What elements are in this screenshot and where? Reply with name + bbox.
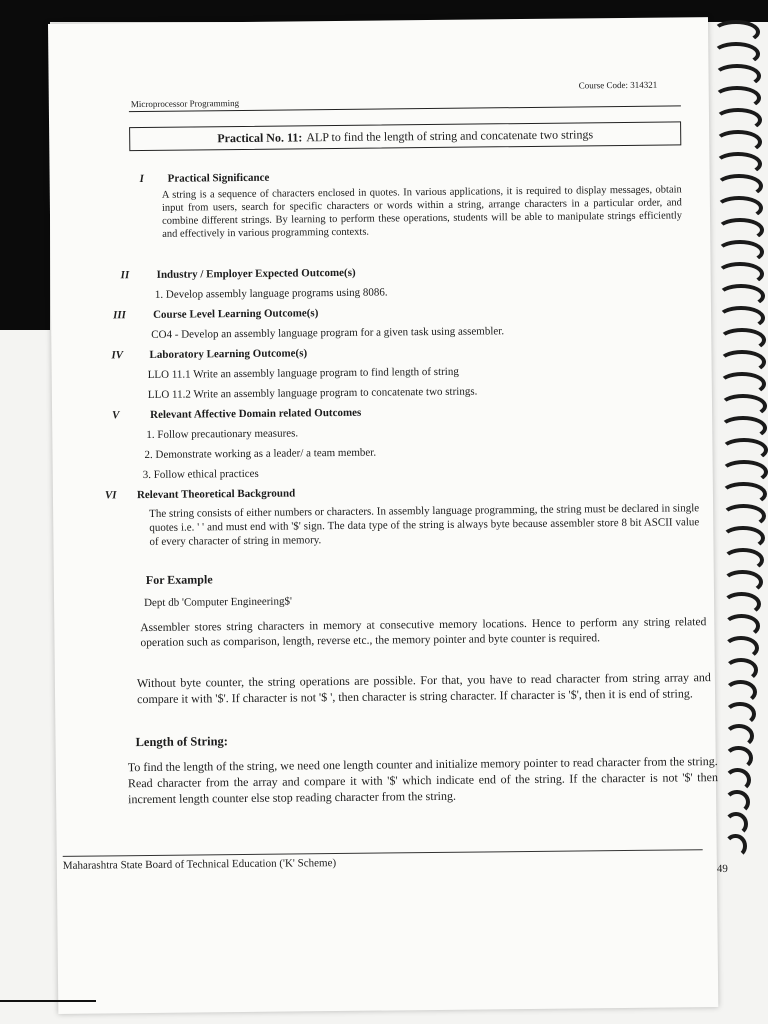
header-course-name: Microprocessor Programming <box>130 98 240 110</box>
example-code: Dept db 'Computer Engineering$' <box>144 595 292 610</box>
spiral-coil <box>718 350 766 374</box>
spiral-coil <box>713 86 761 110</box>
spiral-coil <box>716 262 764 286</box>
spiral-coil <box>718 372 766 396</box>
spiral-coil <box>724 790 750 814</box>
section-heading-6: Relevant Theoretical Background <box>136 487 296 502</box>
section-number-2: II <box>120 269 130 282</box>
section-item-5b: 2. Demonstrate working as a leader/ a team member. <box>144 446 377 462</box>
spiral-coil <box>712 20 760 44</box>
section-item-4a: LLO 11.1 Write an assembly language program to find length of string <box>147 365 459 381</box>
spiral-coil <box>724 768 751 792</box>
practical-title-text: ALP to find the length of string and concatenate two strings <box>306 126 594 144</box>
section-item-2: 1. Develop assembly language programs using 8086. <box>154 286 388 301</box>
header-course-code: Course Code: 314321 <box>578 79 658 91</box>
background-corner <box>0 0 50 330</box>
spiral-coil <box>724 702 756 726</box>
spiral-coil <box>722 570 763 594</box>
spiral-coil <box>722 548 764 572</box>
section-heading-1: Practical Significance <box>167 171 270 185</box>
example-heading: For Example <box>145 572 213 588</box>
spiral-coil <box>716 240 764 264</box>
spiral-coil <box>717 306 765 330</box>
section-number-4: IV <box>111 349 124 362</box>
spiral-coil <box>719 394 767 418</box>
section-item-5c: 3. Follow ethical practices <box>142 467 259 482</box>
section-item-4b: LLO 11.2 Write an assembly language program to concatenate two strings. <box>147 385 478 401</box>
section-number-1: I <box>139 173 144 186</box>
spiral-coil <box>721 526 765 550</box>
spiral-coil <box>720 438 768 462</box>
section-number-3: III <box>112 309 126 322</box>
spiral-coil <box>724 724 754 748</box>
section-para-3: Without byte counter, the string operations are possible. For that, you have to read character from string array and compare it with '$'. If character is not '$ ', then character is string character. If character is '$', then it is end of string. <box>136 670 711 707</box>
practical-title <box>129 121 681 151</box>
section-text-6: The string consists of either numbers or characters. In assembly language programming, the string must be declared in single quotes i.e. ' ' and must end with '$' sign. The data type of the string is always byte because assembler store 8 bit ASCII value of every character of string in memory. <box>149 502 700 548</box>
spiral-coil <box>724 834 747 858</box>
spiral-coil <box>715 174 763 198</box>
spiral-coil <box>722 592 761 616</box>
spiral-coil <box>724 658 759 682</box>
section-item-3: CO4 - Develop an assembly language program for a given task using assembler. <box>151 325 505 341</box>
section-para-2: Assembler stores string characters in memory at consecutive memory locations. Hence to perform any string related operation such as comparison, length, reverse etc., the memory pointer and byte counter is required. <box>140 616 707 650</box>
spiral-coil <box>717 284 765 308</box>
spiral-coil <box>724 746 753 770</box>
document-page <box>48 17 728 1014</box>
bottom-edge-mark <box>0 1000 96 1002</box>
section-heading-2: Industry / Employer Expected Outcome(s) <box>156 266 356 281</box>
spiral-coil <box>719 416 767 440</box>
page-number: 49 <box>716 862 728 876</box>
length-heading: Length of String: <box>135 734 228 750</box>
section-item-5a: 1. Follow precautionary measures. <box>146 427 299 441</box>
spiral-coil <box>715 196 763 220</box>
section-number-6: VI <box>104 489 117 502</box>
section-heading-5: Relevant Affective Domain related Outcomes <box>150 406 362 421</box>
spiral-coil <box>724 680 757 704</box>
spiral-coil <box>720 482 767 506</box>
spiral-coil <box>724 812 748 836</box>
spiral-coil <box>723 614 761 638</box>
section-text-1: A string is a sequence of characters enclosed in quotes. In various applications, it is required to display messages, obtain input from users, search for specific characters or words within a string, arrange characters in a particular order, and combine different strings. By learning to perform these operations, students will be able to manipulate strings efficiently and effectively in various programming contexts. <box>161 184 683 240</box>
section-heading-4: Laboratory Learning Outcome(s) <box>149 347 308 361</box>
section-para-4: To find the length of the string, we need one length counter and initialize memory pointer to read character from the string. Read character from the array and compare it with '$' which indicate end of the string. If the character is not '$' then increment length counter else stop reading character from the string. <box>127 754 718 807</box>
footer-text: Maharashtra State Board of Technical Education ('K' Scheme) <box>62 857 337 872</box>
section-number-5: V <box>112 409 120 422</box>
spiral-coil <box>714 152 762 176</box>
practical-number: Practical No. 11: <box>217 129 303 145</box>
spiral-coil <box>714 130 762 154</box>
section-heading-3: Course Level Learning Outcome(s) <box>152 307 319 321</box>
spiral-coil <box>721 504 766 528</box>
spiral-coil <box>713 64 761 88</box>
spiral-coil <box>718 328 766 352</box>
footer-rule <box>63 849 703 857</box>
spiral-coil <box>712 42 760 66</box>
spiral-coil <box>723 636 759 660</box>
spiral-coil <box>720 460 768 484</box>
spiral-coil <box>714 108 762 132</box>
spiral-coil <box>716 218 764 242</box>
